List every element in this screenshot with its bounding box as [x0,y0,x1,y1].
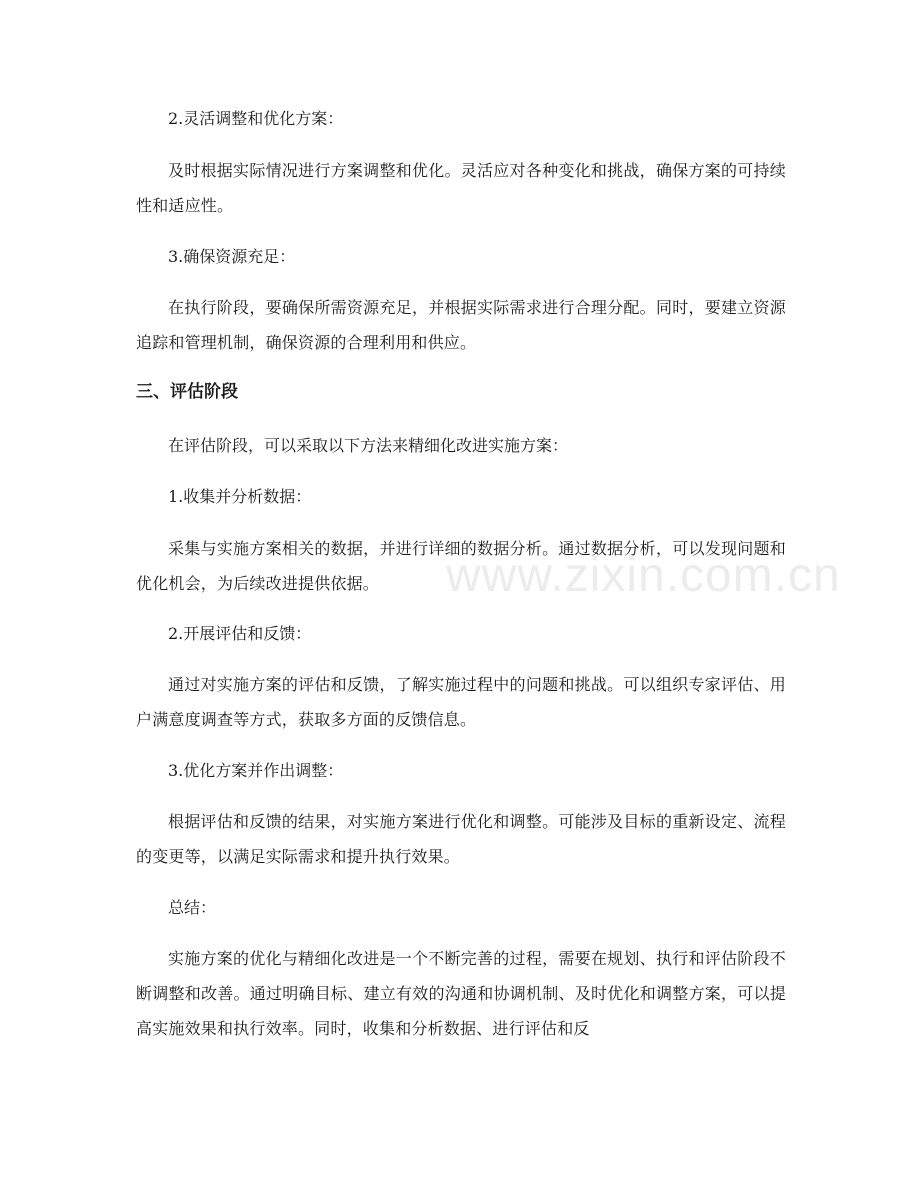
eval1-body: 采集与实施方案相关的数据，并进行详细的数据分析。通过数据分析，可以发现问题和优化机会，为后续改进提供依据。 [136,539,786,593]
summary-body: 实施方案的优化与精细化改进是一个不断完善的过程，需要在规划、执行和评估阶段不断调整和改善。通过明确目标、建立有效的沟通和协调机制、及时优化和调整方案，可以提高实施效果和执行效率。同时，收集和分析数据、进行评估和反 [136,949,786,1038]
item3-title: 3.确保资源充足： [168,247,296,266]
item2-title: 2.灵活调整和优化方案： [168,109,344,128]
eval2-title: 2.开展评估和反馈： [168,624,312,643]
eval3-body: 根据评估和反馈的结果，对实施方案进行优化和调整。可能涉及目标的重新设定、流程的变更等，以满足实际需求和提升执行效果。 [136,812,786,866]
summary-title: 总结： [168,898,217,917]
section3-heading: 三、评估阶段 [136,382,238,402]
watermark: www.zixin.com.cn [446,549,841,602]
eval3-title: 3.优化方案并作出调整： [168,761,344,780]
item2-body: 及时根据实际情况进行方案调整和优化。灵活应对各种变化和挑战，确保方案的可持续性和适应性。 [136,161,786,215]
eval2-body: 通过对实施方案的评估和反馈，了解实施过程中的问题和挑战。可以组织专家评估、用户满意度调查等方式，获取多方面的反馈信息。 [136,675,786,729]
eval1-title: 1.收集并分析数据： [168,487,312,506]
item3-body: 在执行阶段，要确保所需资源充足，并根据实际需求进行合理分配。同时，要建立资源追踪和管理机制，确保资源的合理利用和供应。 [136,298,786,352]
section3-intro: 在评估阶段，可以采取以下方法来精细化改进实施方案： [168,436,569,455]
